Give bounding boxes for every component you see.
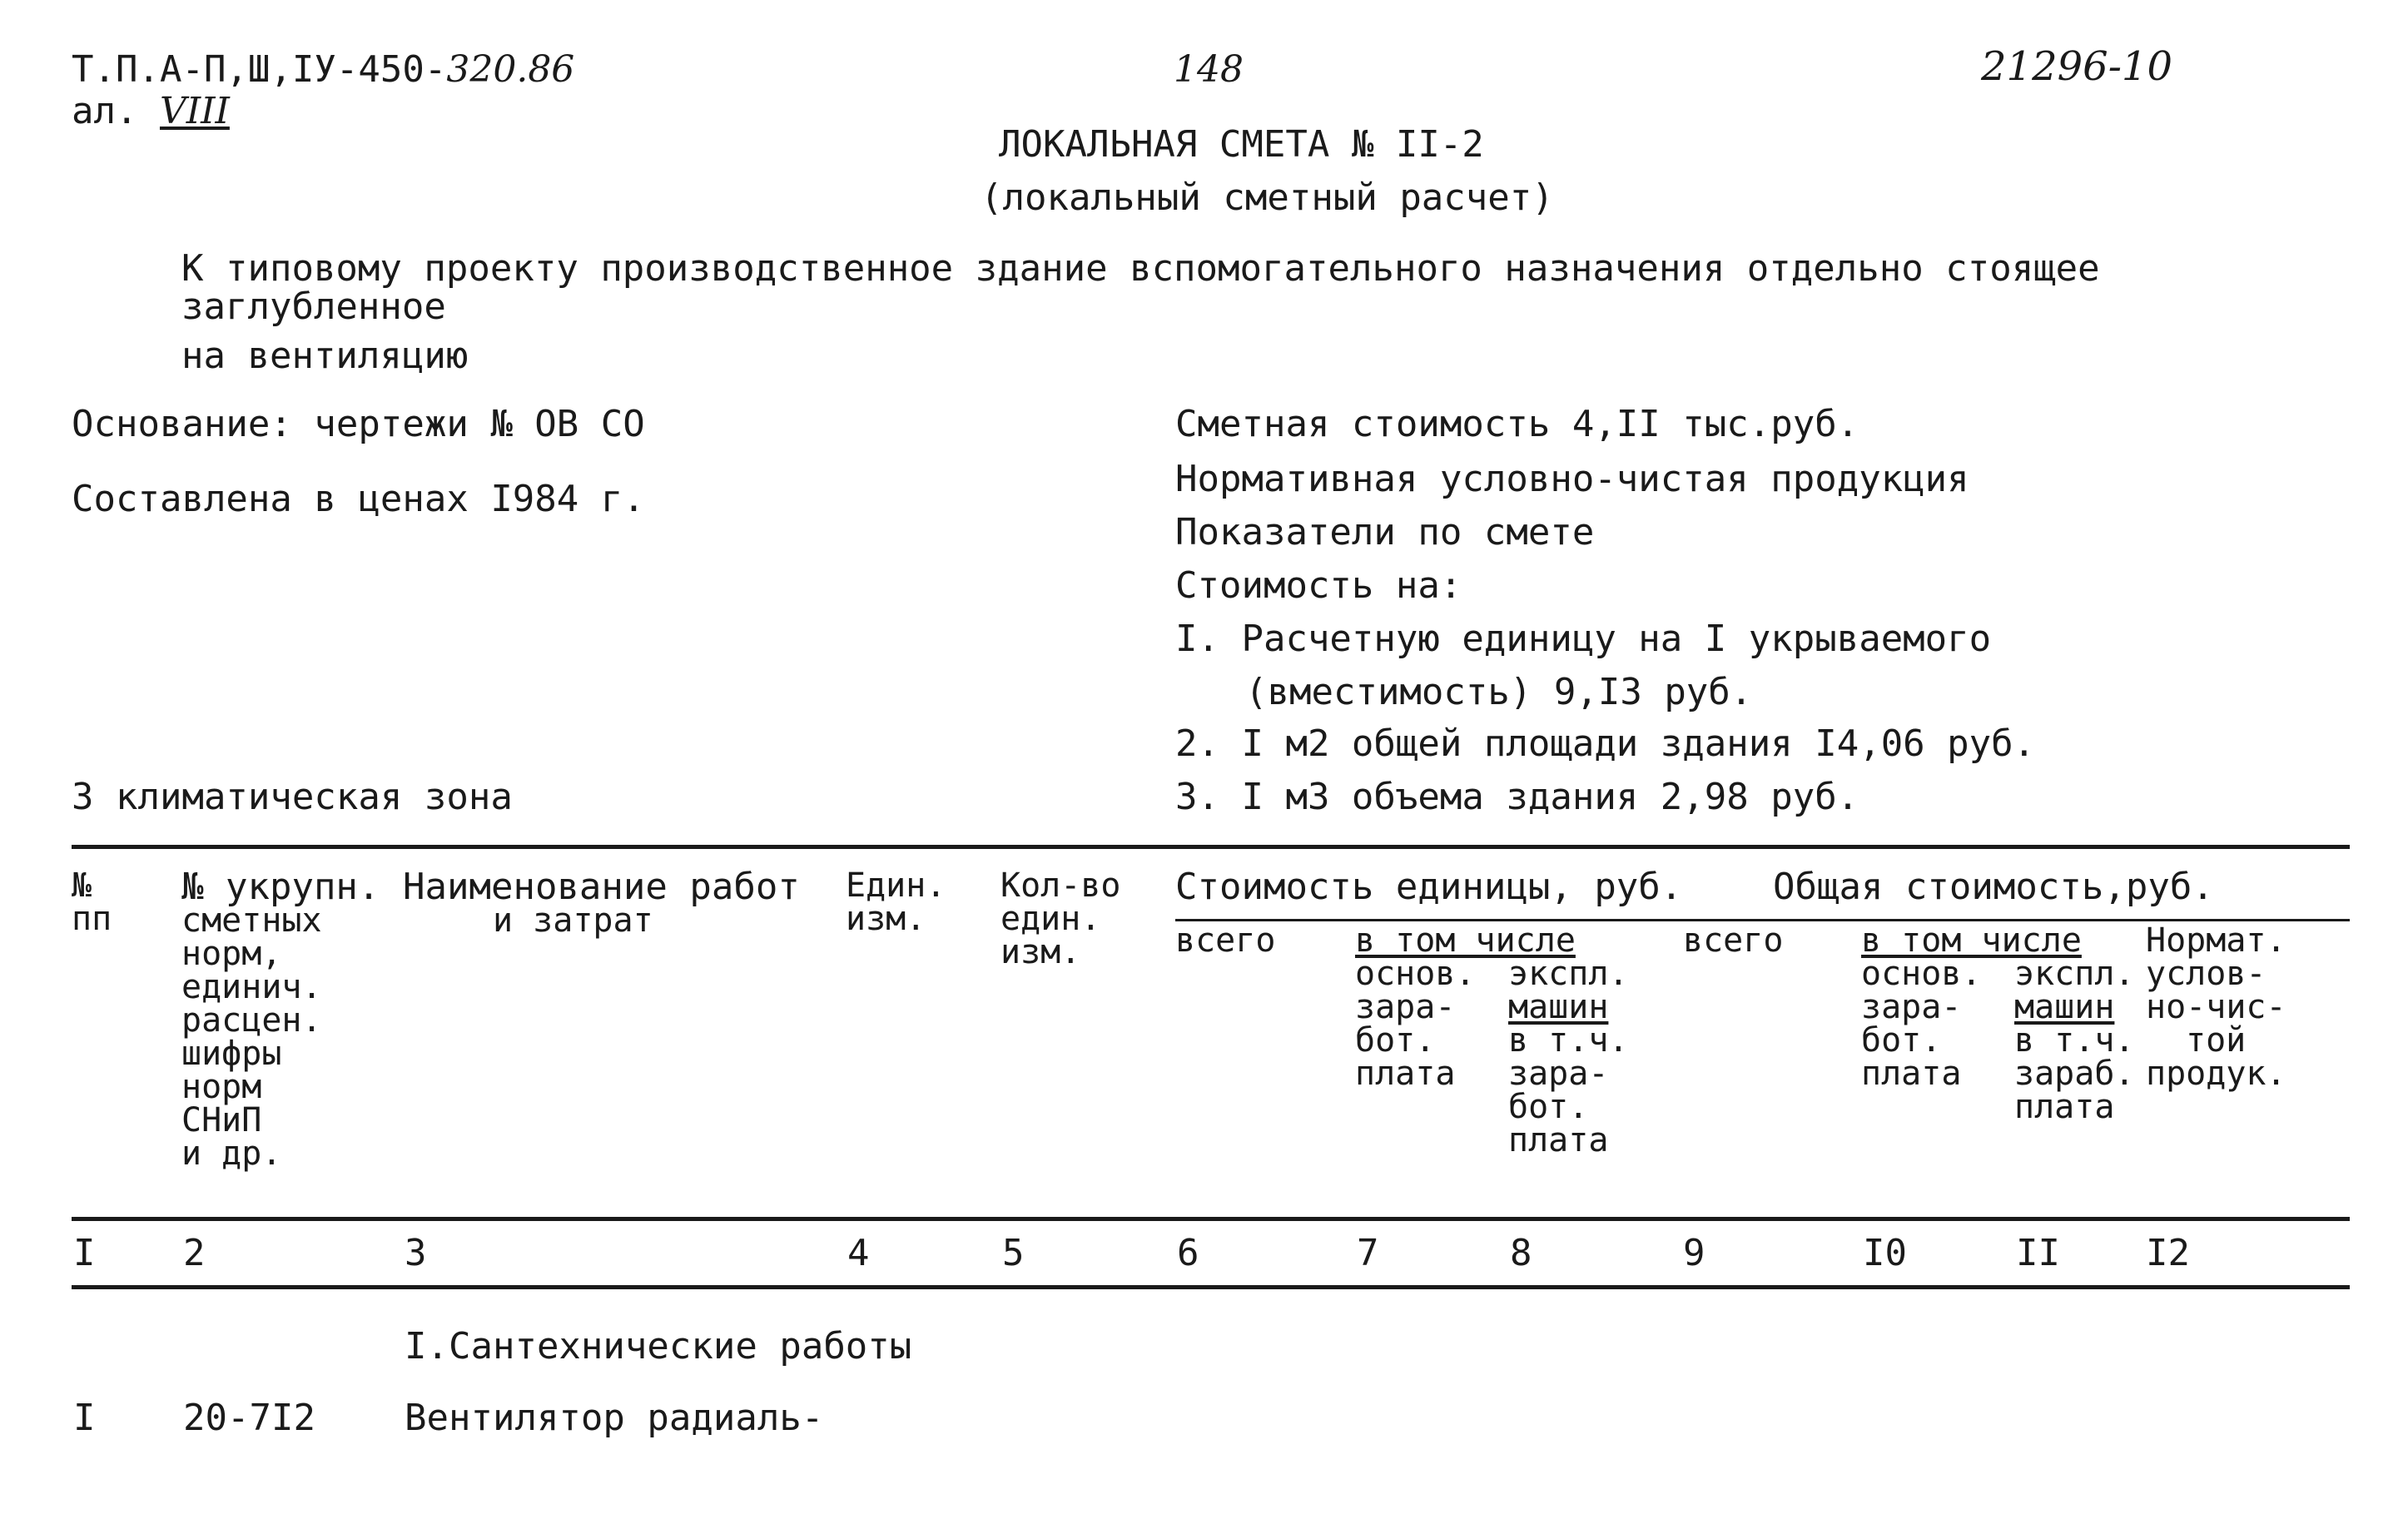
- album-ref: [72, 90, 230, 132]
- document-title: ЛОКАЛЬНАЯ СМЕТА № II-2: [999, 123, 1484, 166]
- prices-line: Составлена в ценах I984 г.: [72, 478, 645, 520]
- indicator-1a: I. Расчетную единицу на I укрываемого: [1175, 618, 1992, 660]
- indicator-2: 2. I м2 общей площади здания I4,06 руб.: [1175, 722, 2036, 765]
- estimated-cost: Сметная стоимость 4,II тыс.руб.: [1175, 403, 1859, 445]
- page-number: 148: [1174, 48, 1244, 91]
- project-line-1: К типовому проекту производственное здание вспомогательного назначения отдельно стоящее: [181, 247, 2100, 290]
- col-header-unit-basic-wage: основ. зара- бот. плата: [1355, 955, 1476, 1093]
- document-code: 21296-10: [1981, 43, 2172, 90]
- normative-product: Нормативная условно-чистая продукция: [1175, 458, 1969, 500]
- album-label: ал.: [72, 90, 138, 132]
- col-header-total-machines: экспл. машин в т.ч. зараб. плата: [2014, 955, 2135, 1126]
- project-line-2: заглубленное: [181, 285, 446, 328]
- col-number-8: 8: [1510, 1232, 1532, 1274]
- table-row-1-code: 20-7I2: [183, 1397, 315, 1439]
- indicators-line: Показатели по смете: [1175, 511, 1595, 554]
- header-bottom-rule: [72, 1217, 2350, 1221]
- col-header-normative-net: Нормат. услов- но-чис- той продук.: [2146, 921, 2286, 1093]
- col-number-7: 7: [1357, 1232, 1379, 1274]
- col-number-9: 9: [1683, 1232, 1705, 1274]
- col-header-number: № пп: [72, 866, 112, 938]
- basis-line: Основание: чертежи № ОВ СО: [72, 403, 645, 445]
- col-header-unit: Един. изм.: [846, 866, 946, 938]
- climate-zone: 3 климатическая зона: [72, 776, 513, 818]
- col-number-5: 5: [1002, 1232, 1025, 1274]
- col-header-total-total: всего: [1683, 921, 1784, 960]
- col-header-name-1: Наименование работ: [403, 866, 800, 908]
- indicator-1b: (вместимость) 9,I3 руб.: [1245, 671, 1753, 713]
- project-code-prefix: Т.П.А-П,Ш,IУ-450-: [72, 48, 447, 91]
- col-number-12: I2: [2146, 1232, 2190, 1274]
- col-header-total-cost: Общая стоимость,руб.: [1773, 866, 2214, 908]
- col-number-4: 4: [847, 1232, 870, 1274]
- col-header-name-2: и затрат: [493, 901, 653, 940]
- project-line-3: на вентиляцию: [181, 335, 469, 377]
- col-number-2: 2: [183, 1232, 206, 1274]
- col-header-unit-cost: Стоимость единицы, руб.: [1175, 866, 1683, 908]
- col-number-10: I0: [1863, 1232, 1907, 1274]
- section-title: I.Сантехнические работы: [405, 1325, 912, 1368]
- table-row-1-num: I: [73, 1397, 96, 1439]
- col-header-total-basic-wage: основ. зара- бот. плата: [1861, 955, 1982, 1093]
- col-number-1: I: [73, 1232, 96, 1274]
- col-header-unit-machines: экспл. машин в т.ч. зара- бот. плата: [1508, 955, 1629, 1159]
- project-code-suffix: 320.86: [446, 48, 575, 91]
- column-numbers-rule: [72, 1285, 2350, 1289]
- col-header-unit-total: всего: [1175, 921, 1276, 960]
- table-row-1-name: Вентилятор радиаль-: [405, 1397, 824, 1439]
- album-number: VIII: [159, 90, 230, 132]
- col-header-total-incl: в том числе: [1861, 921, 2082, 960]
- col-number-6: 6: [1177, 1232, 1199, 1274]
- table-top-rule: [72, 845, 2350, 849]
- col-number-11: II: [2016, 1232, 2060, 1274]
- col-number-3: 3: [405, 1232, 427, 1274]
- project-code: [72, 48, 575, 91]
- indicator-3: 3. I м3 объема здания 2,98 руб.: [1175, 776, 1859, 818]
- col-header-unit-incl: в том числе: [1355, 921, 1576, 960]
- col-header-code-title: № укрупн.: [181, 866, 380, 908]
- col-header-quantity: Кол-во един. изм.: [1000, 866, 1121, 971]
- col-header-code: сметных норм, единич. расцен. шифры норм СНиП и др.: [181, 901, 322, 1173]
- document-subtitle: (локальный сметный расчет): [981, 176, 1554, 219]
- cost-for-line: Стоимость на:: [1175, 564, 1462, 607]
